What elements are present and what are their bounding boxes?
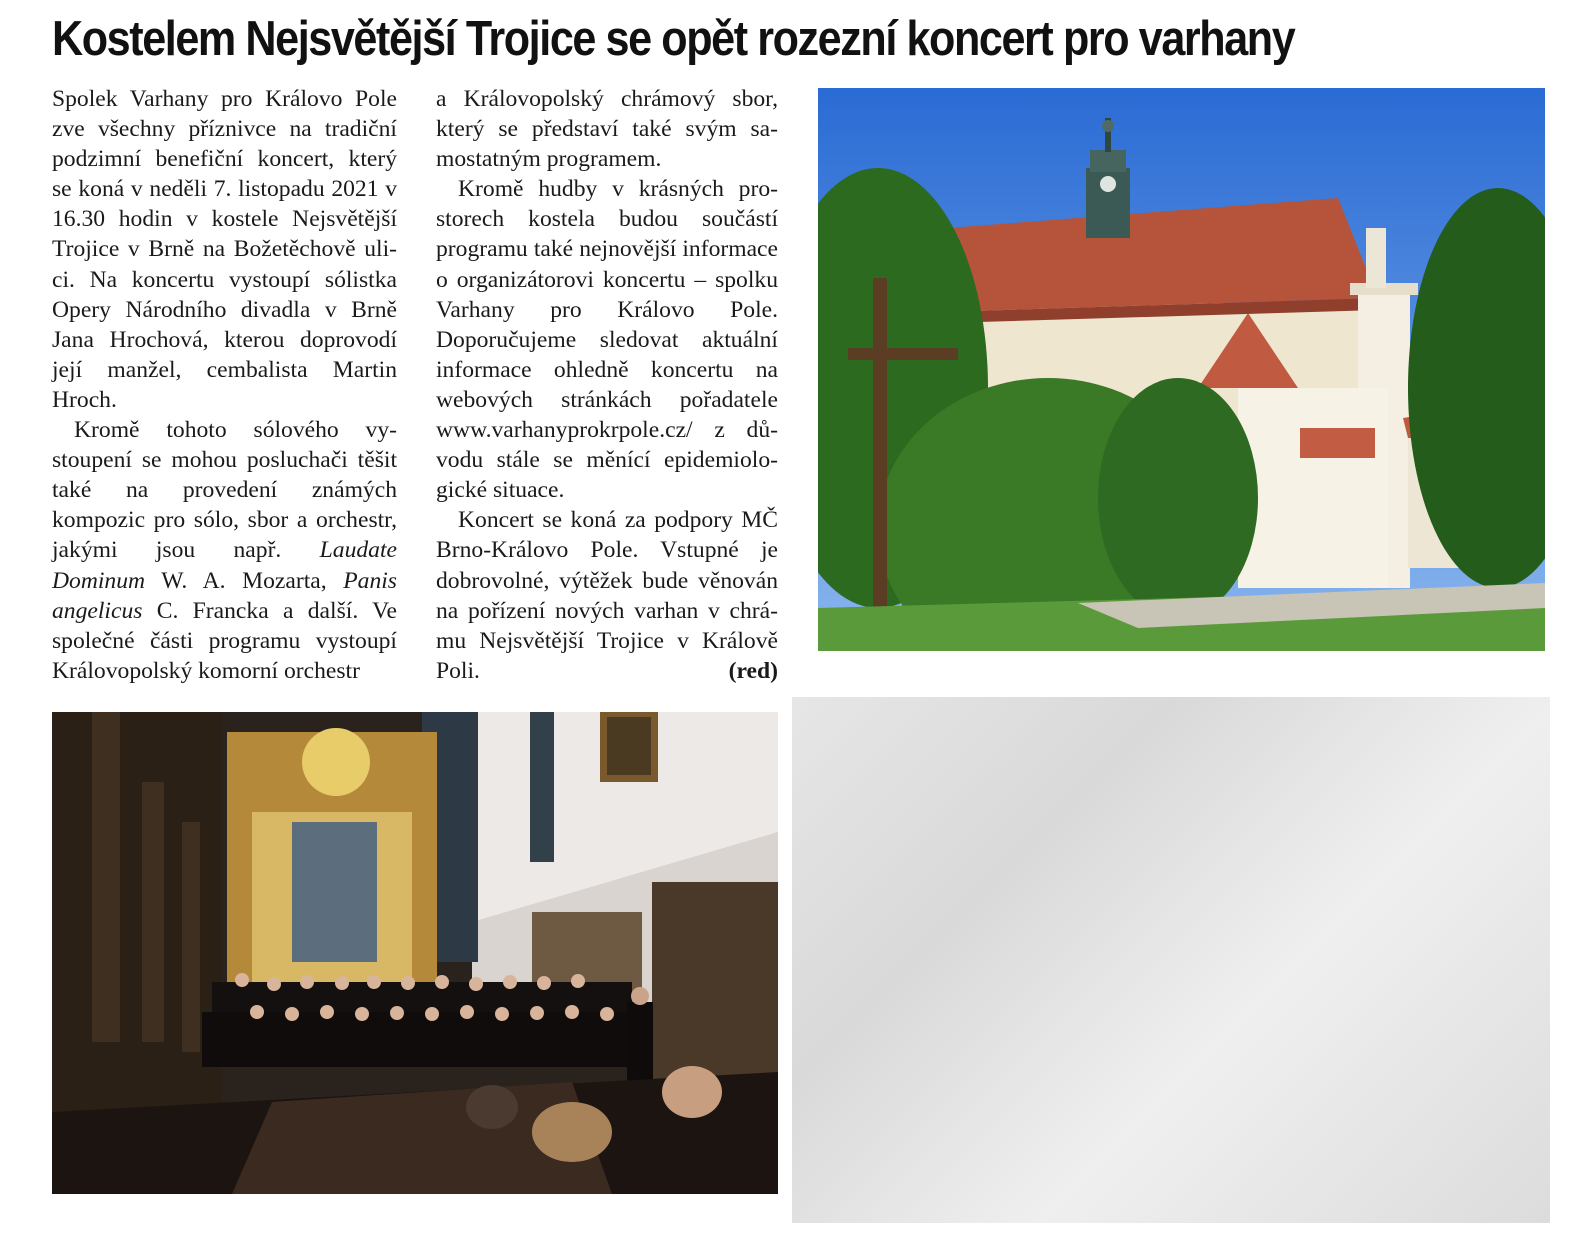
choir-concert-photo [52, 712, 778, 1194]
church-photo [818, 88, 1545, 651]
author-signature: (red) [728, 657, 778, 684]
text-run: C. Francka a další. Ve společné části programu vystoupí Královopolský komorní orchestr [52, 597, 397, 684]
work-title: Panis angelicus [52, 567, 397, 624]
church-illustration [818, 88, 1545, 651]
headline: Kostelem Nejsvětější Trojice se opět rozezní koncert pro varhany [52, 12, 1295, 66]
paragraph [52, 415, 397, 686]
paragraph: Koncert se koná za podpory MČ Brno-Královo Pole. Vstupné je dobrovolné, výtěžek bude věnován na pořízení nových varhan v chrámu Nejsvětější Trojice v Králově Poli. [436, 507, 778, 684]
text-run: Kromě tohoto sólového vystoupení se mohou posluchači těšit také na provedení známých kompozic pro sólo, sbor a orchestr, jakými jsou např. [52, 417, 397, 564]
work-title: Laudate Dominum [52, 537, 397, 594]
article-column-2 [436, 84, 778, 686]
paragraph: Spolek Varhany pro Královo Pole zve všechny příznivce na tradiční podzimní benefiční koncert, který se koná v neděli 7. listopadu 2021 v 16.30 hodin v kostele Nejsvětější Trojice v Brně na Božetěchově ulici. Na koncertu vystoupí sólistka Opery Národního divadla v Brně Jana Hrochová, kterou doprovodí její manžel, cembalista Martin Hroch. [52, 86, 397, 413]
article-column-1 [52, 84, 397, 686]
choir-illustration [52, 712, 778, 1194]
paragraph: a Královopolský chrámový sbor, který se představí také svým samostatným programem. [436, 86, 778, 173]
blurred-image [792, 697, 1550, 1223]
paragraph: Kromě hudby v krásných prostorech kostela budou součástí programu také nejnovější informace o organizátorovi koncertu – spolku Varhany pro Královo Pole. Doporučujeme sledovat aktuální informace ohledně koncertu na webových stránkách pořadatele www.varhanyprokrpole.cz/ z důvodu stále se měnící epidemiologické situace. [436, 176, 778, 504]
text-run: W. A. Mozarta, [145, 567, 344, 594]
